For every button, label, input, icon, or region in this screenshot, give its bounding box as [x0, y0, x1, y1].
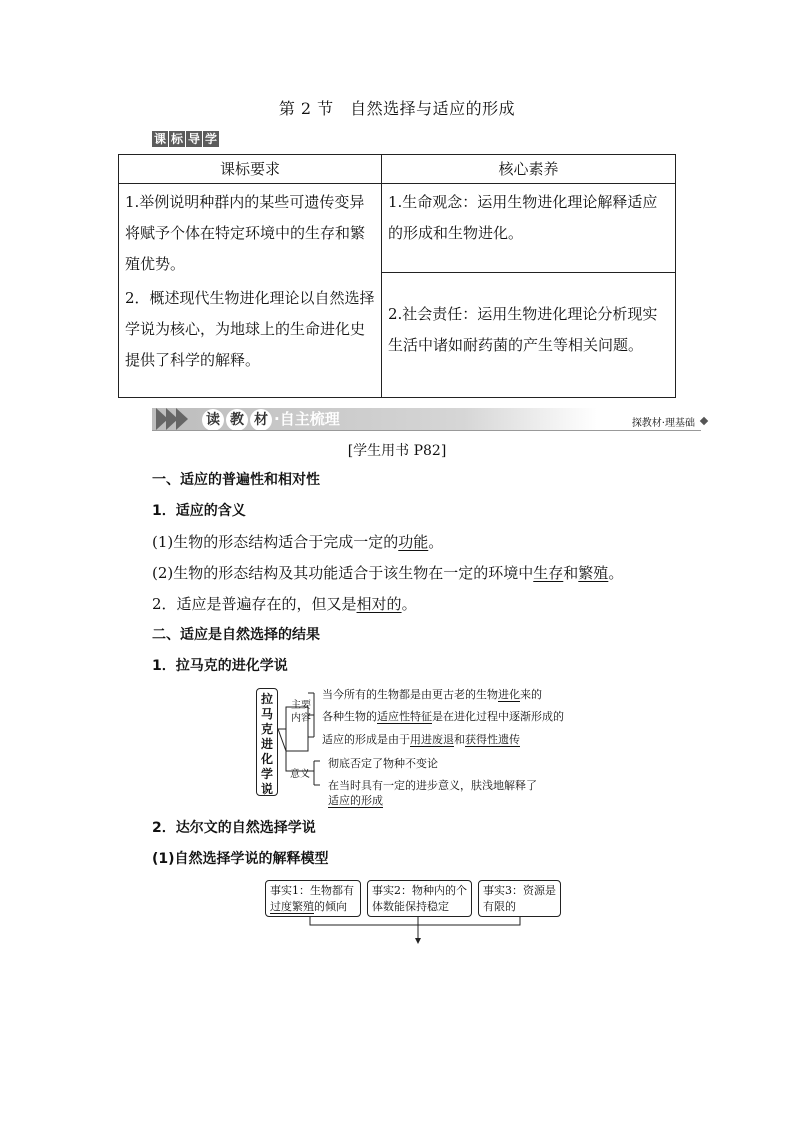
banner-right-text: 探教材·理基础	[631, 418, 695, 429]
diamond-icon	[700, 417, 708, 425]
requirement-item: 1.举例说明种群内的某些可遗传变异将赋予个体在特定环境中的生存和繁殖优势。	[125, 193, 366, 273]
heading-2-2: 2．达尔文的自然选择学说	[152, 820, 316, 836]
standards-table	[118, 154, 676, 398]
banner-icon-char: 读	[202, 409, 224, 431]
answer-blank: 适应的形成	[328, 794, 383, 807]
text: 。	[608, 564, 624, 582]
paragraph	[152, 594, 417, 614]
main-content-item	[322, 708, 564, 724]
page-reference: [学生用书 P82]	[347, 443, 447, 459]
literacy-cell	[382, 184, 676, 273]
fact-box-3: 事实3：资源是有限的	[478, 880, 561, 917]
kebiao-daoxue-tag	[152, 131, 219, 147]
answer-blank: 获得性遗传	[465, 733, 520, 746]
fact-box-2: 事实2：物种内的个体数能保持稳定	[367, 880, 472, 917]
heading-1: 一、适应的普遍性和相对性	[152, 472, 320, 488]
text: 。	[428, 533, 444, 551]
banner-title	[202, 408, 340, 430]
text: 和	[563, 564, 579, 582]
page-title: 第 2 节 自然选择与适应的形成	[278, 99, 516, 118]
text: 各种生物的	[322, 710, 377, 723]
branch-main-label: 主要内容	[291, 700, 311, 724]
text: (1)生物的形态结构适合于完成一定的	[152, 533, 399, 551]
answer-blank: 适应性特征	[377, 710, 432, 723]
answer-blank: 进化	[498, 688, 520, 701]
tag-char: 导	[187, 132, 200, 146]
text: 当今所有的生物都是由更古老的生物	[322, 688, 498, 701]
heading-2-1: 1．拉马克的进化学说	[152, 658, 288, 674]
tag-char: 学	[204, 132, 217, 146]
text: 是在进化过程中逐渐形成的	[432, 710, 564, 723]
answer-blank: 相对的	[356, 595, 402, 613]
branch-meaning-label: 意义	[290, 769, 310, 780]
answer-blank: 生存	[533, 564, 564, 582]
header-literacy: 核心素养	[382, 155, 676, 184]
answer-blank: 用进废退	[410, 733, 454, 746]
main-content-item	[322, 686, 542, 702]
main-content-item	[322, 731, 520, 747]
text: 2．适应是普遍存在的，但又是	[152, 595, 357, 613]
literacy-cell	[382, 273, 676, 398]
arrow-down-icon	[415, 938, 421, 944]
literacy-item: 1.生命观念：运用生物进化理论解释适应的形成和生物进化。	[388, 193, 658, 242]
paragraph	[152, 563, 623, 583]
requirement-item: 2．概述现代生物进化理论以自然选择学说为核心，为地球上的生命进化史提供了科学的解释。	[125, 289, 375, 369]
text: 和	[454, 733, 465, 746]
tag-char: 课	[153, 132, 166, 146]
heading-2-2-1: (1)自然选择学说的解释模型	[152, 851, 329, 867]
requirements-cell	[119, 184, 382, 398]
fact-box-1	[265, 880, 361, 917]
answer-blank: 功能	[398, 533, 429, 551]
text: 。	[401, 595, 417, 613]
answer-blank: 过度繁殖	[270, 900, 314, 913]
paragraph	[152, 532, 443, 552]
answer-blank: 繁殖	[578, 564, 609, 582]
meaning-item	[328, 778, 537, 808]
lamarck-root-box: 拉马克进化学说	[256, 688, 278, 796]
meaning-item: 彻底否定了物种不变论	[328, 757, 438, 770]
model-connector	[300, 917, 540, 947]
text: 的倾向	[314, 900, 347, 913]
tag-char: 标	[170, 132, 183, 146]
heading-2: 二、适应是自然选择的结果	[152, 627, 320, 643]
text: 来的	[520, 688, 542, 701]
text: (2)生物的形态结构及其功能适合于该生物在一定的环境中	[152, 564, 534, 582]
section-banner	[152, 406, 707, 434]
banner-icon-char: 教	[226, 409, 248, 431]
text: 在当时具有一定的进步意义，肤浅地解释了	[328, 779, 537, 792]
header-requirements: 课标要求	[119, 155, 382, 184]
banner-title-rest: ·自主梳理	[274, 410, 340, 428]
literacy-item: 2.社会责任：运用生物进化理论分析现实生活中诸如耐药菌的产生等相关问题。	[388, 305, 658, 354]
banner-icon-char: 材	[250, 409, 272, 431]
banner-underline	[152, 430, 701, 431]
text: 事实1：生物都有	[270, 884, 354, 897]
heading-1-1: 1．适应的含义	[152, 503, 246, 519]
chevron-right-icon	[176, 408, 188, 430]
text: 适应的形成是由于	[322, 733, 410, 746]
